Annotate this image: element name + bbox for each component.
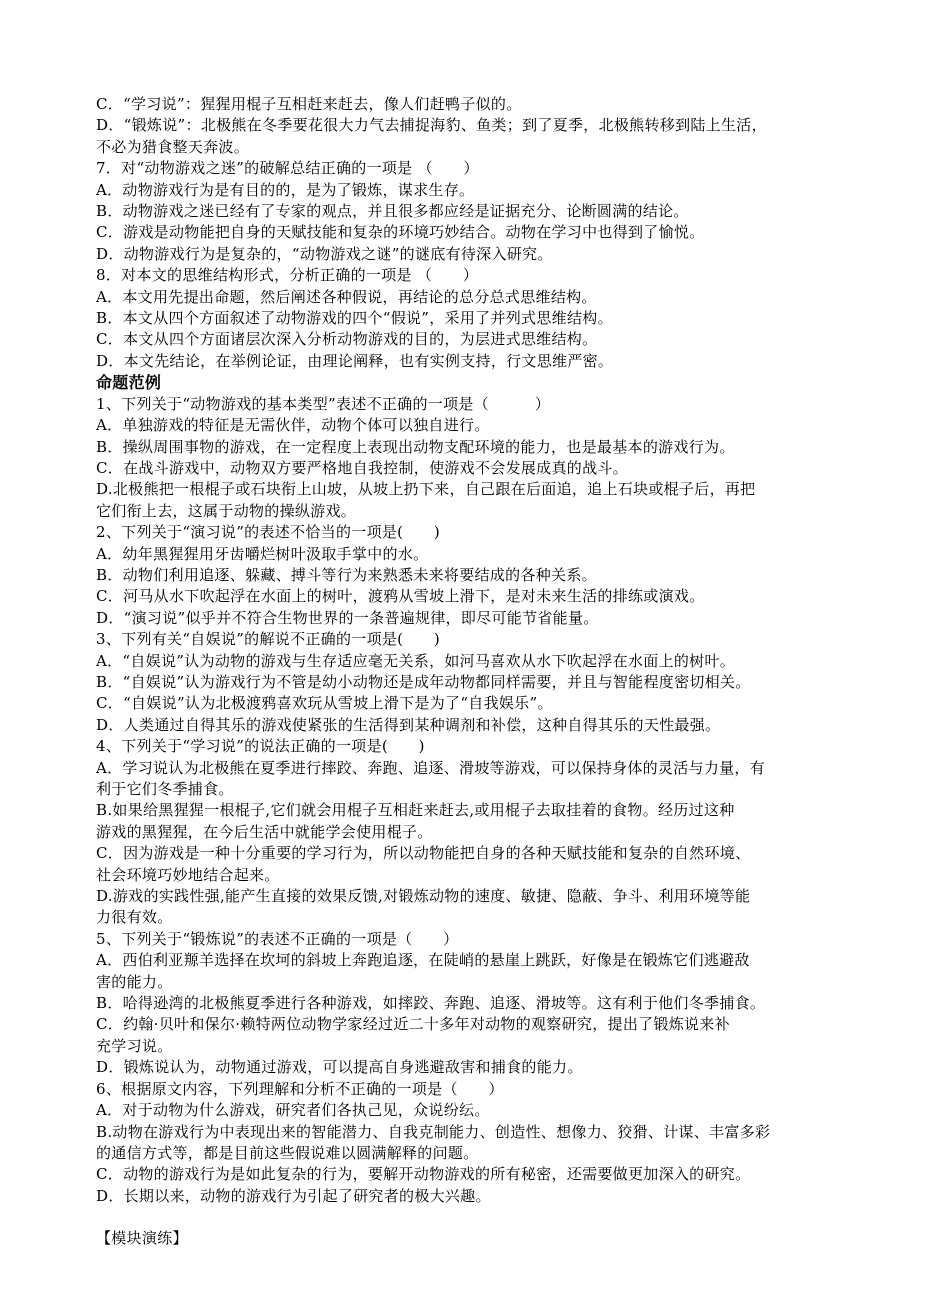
text-line: D．动物游戏行为是复杂的，“动物游戏之谜”的谜底有待深入研究。 [96, 244, 553, 263]
module-practice-label: 【模块演练】 [96, 1229, 188, 1248]
text-line: D．“锻炼说”：北极熊在冬季要花很大力气去捕捉海豹、鱼类；到了夏季，北极熊转移到陆上生活， [96, 116, 767, 135]
text-line: B．哈得逊湾的北极熊夏季进行各种游戏，如摔跤、奔跑、追逐、滑坡等。这有利于他们冬季捕食。 [96, 994, 766, 1013]
spacer [96, 1207, 866, 1228]
text-line: A．“自娱说”认为动物的游戏与生存适应毫无关系，如河马喜欢从水下吹起浮在水面上的树叶。 [96, 651, 736, 670]
text-line: C．河马从水下吹起浮在水面上的树叶，渡鸦从雪坡上滑下，是对未来生活的排练或演戏。 [96, 587, 705, 606]
text-line: C．动物的游戏行为是如此复杂的行为，要解开动物游戏的所有秘密，还需要做更加深入的研究。 [96, 1165, 751, 1184]
text-line: B．“自娱说”认为游戏行为不管是幼小动物还是成年动物都同样需要，并且与智能程度密切相关。 [96, 672, 751, 691]
text-line: A．学习说认为北极熊在夏季进行摔跤、奔跑、追逐、滑坡等游戏，可以保持身体的灵活与力量，有 [96, 758, 766, 777]
text-line: B．动物游戏之迷已经有了专家的观点，并且很多都应经是证据充分、论断圆满的结论。 [96, 202, 689, 221]
text-line: 游戏的黑猩猩，在今后生活中就能学会使用棍子。 [96, 822, 433, 841]
text-line: B．操纵周围事物的游戏，在一定程度上表现出动物支配环境的能力，也是最基本的游戏行为。 [96, 437, 735, 456]
text-line: B.如果给黑猩猩一根棍子,它们就会用棍子互相赶来赶去,或用棍子去取挂着的食物。经历过这种 [96, 801, 735, 820]
text-line: 3、下列有关“自娱说”的解说不正确的一项是( ) [96, 630, 441, 649]
text-line: 力很有效。 [96, 908, 173, 927]
text-line: B.动物在游戏行为中表现出来的智能潜力、自我克制能力、创造性、想像力、狡猾、计谋、丰富多彩 [96, 1122, 771, 1141]
text-line: C．“学习说”：猩猩用棍子互相赶来赶去，像人们赶鸭子似的。 [96, 95, 522, 113]
text-line: A．对于动物为什么游戏，研究者们各执己见，众说纷纭。 [96, 1101, 490, 1120]
text-line: A．动物游戏行为是有目的的，是为了锻炼，谋求生存。 [96, 180, 475, 199]
text-line: A．西伯利亚羱羊选择在坎坷的斜坡上奔跑追逐，在陡峭的悬崖上跳跃，好像是在锻炼它们逃避敌 [96, 951, 750, 970]
text-line: 不必为猎食整天奔波。 [96, 137, 250, 156]
text-line: A．单独游戏的特征是无需伙伴，动物个体可以独自进行。 [96, 416, 490, 435]
text-line: B．本文从四个方面叙述了动物游戏的四个“假说”，采用了并列式思维结构。 [96, 309, 613, 328]
text-line: C．因为游戏是一种十分重要的学习行为，所以动物能把自身的各种天赋技能和复杂的自然环境、 [96, 844, 751, 863]
text-line: D.北极熊把一根棍子或石块衔上山坡，从坡上扔下来，自己跟在后面追，追上石块或棍子后，再把 [96, 480, 756, 499]
document-page [96, 94, 866, 1250]
text-line: C．“自娱说”认为北极渡鸦喜欢玩从雪坡上滑下是为了“自我娱乐”。 [96, 694, 553, 713]
text-line: C．本文从四个方面诸层次深入分析动物游戏的目的，为层进式思维结构。 [96, 330, 598, 349]
text-line: 5、下列关于“锻炼说”的表述不正确的一项是（ ） [96, 929, 459, 948]
text-line: A．幼年黑猩猩用牙齿嚼烂树叶汲取手掌中的水。 [96, 544, 429, 563]
text-line: D．本文先结论，在举例论证，由理论阐释，也有实例支持，行文思维严密。 [96, 351, 614, 370]
text-line: 充学习说。 [96, 1036, 173, 1055]
text-line: C．在战斗游戏中，动物双方要严格地自我控制，使游戏不会发展成真的战斗。 [96, 458, 628, 477]
text-line: 1、下列关于“动物游戏的基本类型”表述不正确的一项是（ ） [96, 394, 551, 413]
text-line: D．锻炼说认为，动物通过游戏，可以提高自身逃避敌害和捕食的能力。 [96, 1058, 583, 1077]
text-line: 的通信方式等，都是目前这些假说难以圆满解释的问题。 [96, 1143, 479, 1162]
text-line: D.游戏的实践性强,能产生直接的效果反馈,对锻炼动物的速度、敏捷、隐蔽、争斗、利用环境等能 [96, 887, 751, 906]
section-heading: 命题范例 [96, 373, 162, 393]
text-line: D．“演习说”似乎并不符合生物世界的一条普遍规律，即尽可能节省能量。 [96, 608, 599, 627]
text-line: C．游戏是动物能把自身的天赋技能和复杂的环境巧妙结合。动物在学习中也得到了愉悦。 [96, 223, 705, 242]
text-line: 7．对“动物游戏之迷”的破解总结正确的一项是 （ ） [96, 159, 479, 178]
text-line: A．本文用先提出命题，然后阐述各种假说，再结论的总分总式思维结构。 [96, 287, 597, 306]
text-line: C．约翰·贝叶和保尔·赖特两位动物学家经过近二十多年对动物的观察研究，提出了锻炼说来补 [96, 1015, 730, 1034]
text-line: 2、下列关于“演习说”的表述不恰当的一项是( ) [96, 523, 441, 542]
text-line: B．动物们利用追逐、躲藏、搏斗等行为来熟悉未来将要结成的各种关系。 [96, 565, 597, 584]
text-line: 社会环境巧妙地结合起来。 [96, 865, 280, 884]
text-line: D．人类通过自得其乐的游戏使紧张的生活得到某种调剂和补偿，这种自得其乐的天性最强。 [96, 715, 721, 734]
text-line: 利于它们冬季捕食。 [96, 780, 234, 798]
text-line: 6、根据原文内容，下列理解和分析不正确的一项是（ ） [96, 1079, 504, 1098]
text-line: 害的能力。 [96, 972, 173, 991]
text-line: 它们衔上去，这属于动物的操纵游戏。 [96, 501, 357, 520]
text-line: D．长期以来，动物的游戏行为引起了研究者的极大兴趣。 [96, 1186, 491, 1205]
text-line: 4、下列关于“学习说”的说法正确的一项是( ) [96, 737, 425, 756]
text-line: 8．对本文的思维结构形式，分析正确的一项是 （ ） [96, 266, 479, 285]
